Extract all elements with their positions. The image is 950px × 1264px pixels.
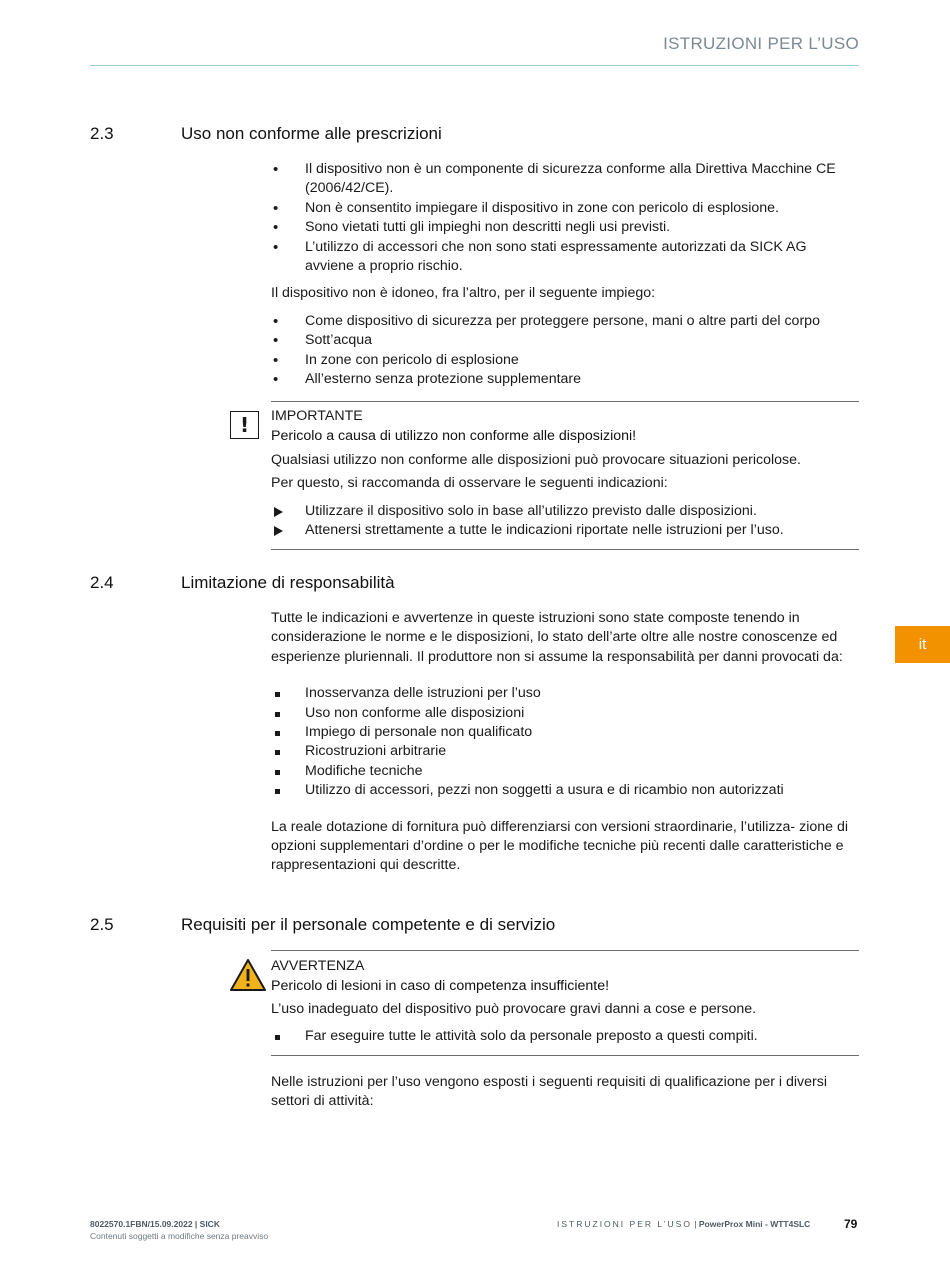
paragraph: Tutte le indicazioni e avvertenze in queste istruzioni sono state composte tenendo in considerazione le norme e le disposizioni, lo stato dell’arte oltre alle nostre conoscenze ed esperienze pluriennali. Il produttore non si assume la responsabilità per danni provocati da: (271, 610, 843, 665)
paragraph: Il dispositivo non è idoneo, fra l’altro, per il seguente impiego: (271, 285, 656, 302)
footer-separator: | (691, 1219, 699, 1229)
notice-steps (271, 502, 859, 541)
warning-bottom-rule (271, 1055, 859, 1056)
notice-text: Per questo, si raccomanda di osservare le seguenti indicazioni: (271, 475, 668, 492)
unsuitable-use-list (271, 312, 859, 390)
list-item: • Sono vietati tutti gli impieghi non descritti negli usi previsti. (271, 218, 859, 237)
list-item: • Sott’acqua (271, 331, 859, 350)
notice-top-rule (271, 401, 859, 402)
list-item: Far eseguire tutte le attività solo da personale preposto a questi compiti. (305, 1028, 758, 1045)
warning-triangle-icon (229, 958, 267, 992)
list-item: • L’utilizzo di accessori che non sono stati espressamente autorizzati da SICK AG avviene a proprio rischio. (271, 238, 859, 277)
document-reference: 8022570.1FBN/15.09.2022 | SICK (90, 1219, 220, 1229)
notice-bottom-rule (271, 549, 859, 550)
important-notice (271, 407, 859, 540)
list-item: • Come dispositivo di sicurezza per proteggere persone, mani o altre parti del corpo (271, 312, 859, 331)
footer-left (90, 1218, 268, 1242)
list-item: Modifiche tecniche (305, 762, 423, 779)
paragraph: Nelle istruzioni per l’uso vengono esposti i seguenti requisiti di qualificazione per i diversi settori di attività: (271, 1074, 827, 1110)
non-compliant-use-list (271, 160, 859, 276)
list-item: • Il dispositivo non è un componente di sicurezza conforme alla Direttiva Macchine CE (2006/42/CE). (271, 160, 859, 199)
section-title: Uso non conforme alle prescrizioni (181, 124, 442, 143)
list-item: • All’esterno senza protezione supplementare (271, 370, 859, 389)
list-item: Impiego di personale non qualificato (305, 724, 533, 741)
page-number: 79 (844, 1217, 858, 1231)
section-title: Requisiti per il personale competente e di servizio (181, 915, 556, 934)
list-item: Utilizzo di accessori, pezzi non soggetti a usura e di ricambio non autorizzati (305, 782, 784, 799)
list-item: Ricostruzioni arbitrarie (305, 743, 447, 760)
list-item: Inosservanza delle istruzioni per l’uso (305, 685, 541, 702)
section-2-5-body (271, 1073, 859, 1112)
footer-center (557, 1219, 810, 1229)
header-rule (90, 65, 859, 66)
warning-items (271, 1027, 859, 1046)
footer-product: PowerProx Mini - WTT4SLC (698, 1219, 811, 1229)
list-item: Utilizzare il dispositivo solo in base all’utilizzo previsto dalle disposizioni. (305, 502, 757, 519)
list-item: • Non è consentito impiegare il dispositivo in zone con pericolo di esplosione. (271, 199, 859, 218)
section-number: 2.3 (90, 124, 114, 143)
list-item: Attenersi strettamente a tutte le indicazioni riportate nelle istruzioni per l’uso. (305, 522, 784, 539)
notice-subtitle: Pericolo a causa di utilizzo non conforme alle disposizioni! (271, 428, 637, 445)
footer-doc-type: ISTRUZIONI PER L’USO (557, 1219, 692, 1229)
warning-label: AVVERTENZA (271, 958, 365, 974)
notice-label: IMPORTANTE (271, 408, 363, 424)
running-header-title: ISTRUZIONI PER L’USO (663, 34, 859, 53)
warning-text: L’uso inadeguato del dispositivo può provocare gravi danni a cose e persone. (271, 1000, 757, 1017)
exclamation-box-icon: ! (230, 411, 259, 439)
list-item: • In zone con pericolo di esplosione (271, 351, 859, 370)
warning-notice (271, 957, 859, 1047)
warning-top-rule (271, 950, 859, 951)
liability-exclusions-list (271, 684, 859, 800)
paragraph: La reale dotazione di fornitura può differenziarsi con versioni straordinarie, l’utilizza- zione di opzioni supplementari d’ordine o per le modifiche tecniche più recenti dalle caratteristiche e rappresentazioni qui descritte. (271, 818, 849, 874)
footer-disclaimer: Contenuti soggetti a modifiche senza preavviso (90, 1231, 269, 1241)
section-number: 2.4 (90, 573, 114, 592)
section-number: 2.5 (90, 915, 114, 934)
section-2-4-body (271, 609, 859, 876)
notice-text: Qualsiasi utilizzo non conforme alle disposizioni può provocare situazioni pericolose. (271, 451, 801, 468)
section-2-3-body (271, 160, 859, 389)
section-title: Limitazione di responsabilità (181, 573, 395, 592)
language-tab[interactable]: it (895, 626, 950, 663)
list-item: Uso non conforme alle disposizioni (305, 704, 525, 721)
warning-subtitle: Pericolo di lesioni in caso di competenza insufficiente! (271, 978, 610, 995)
